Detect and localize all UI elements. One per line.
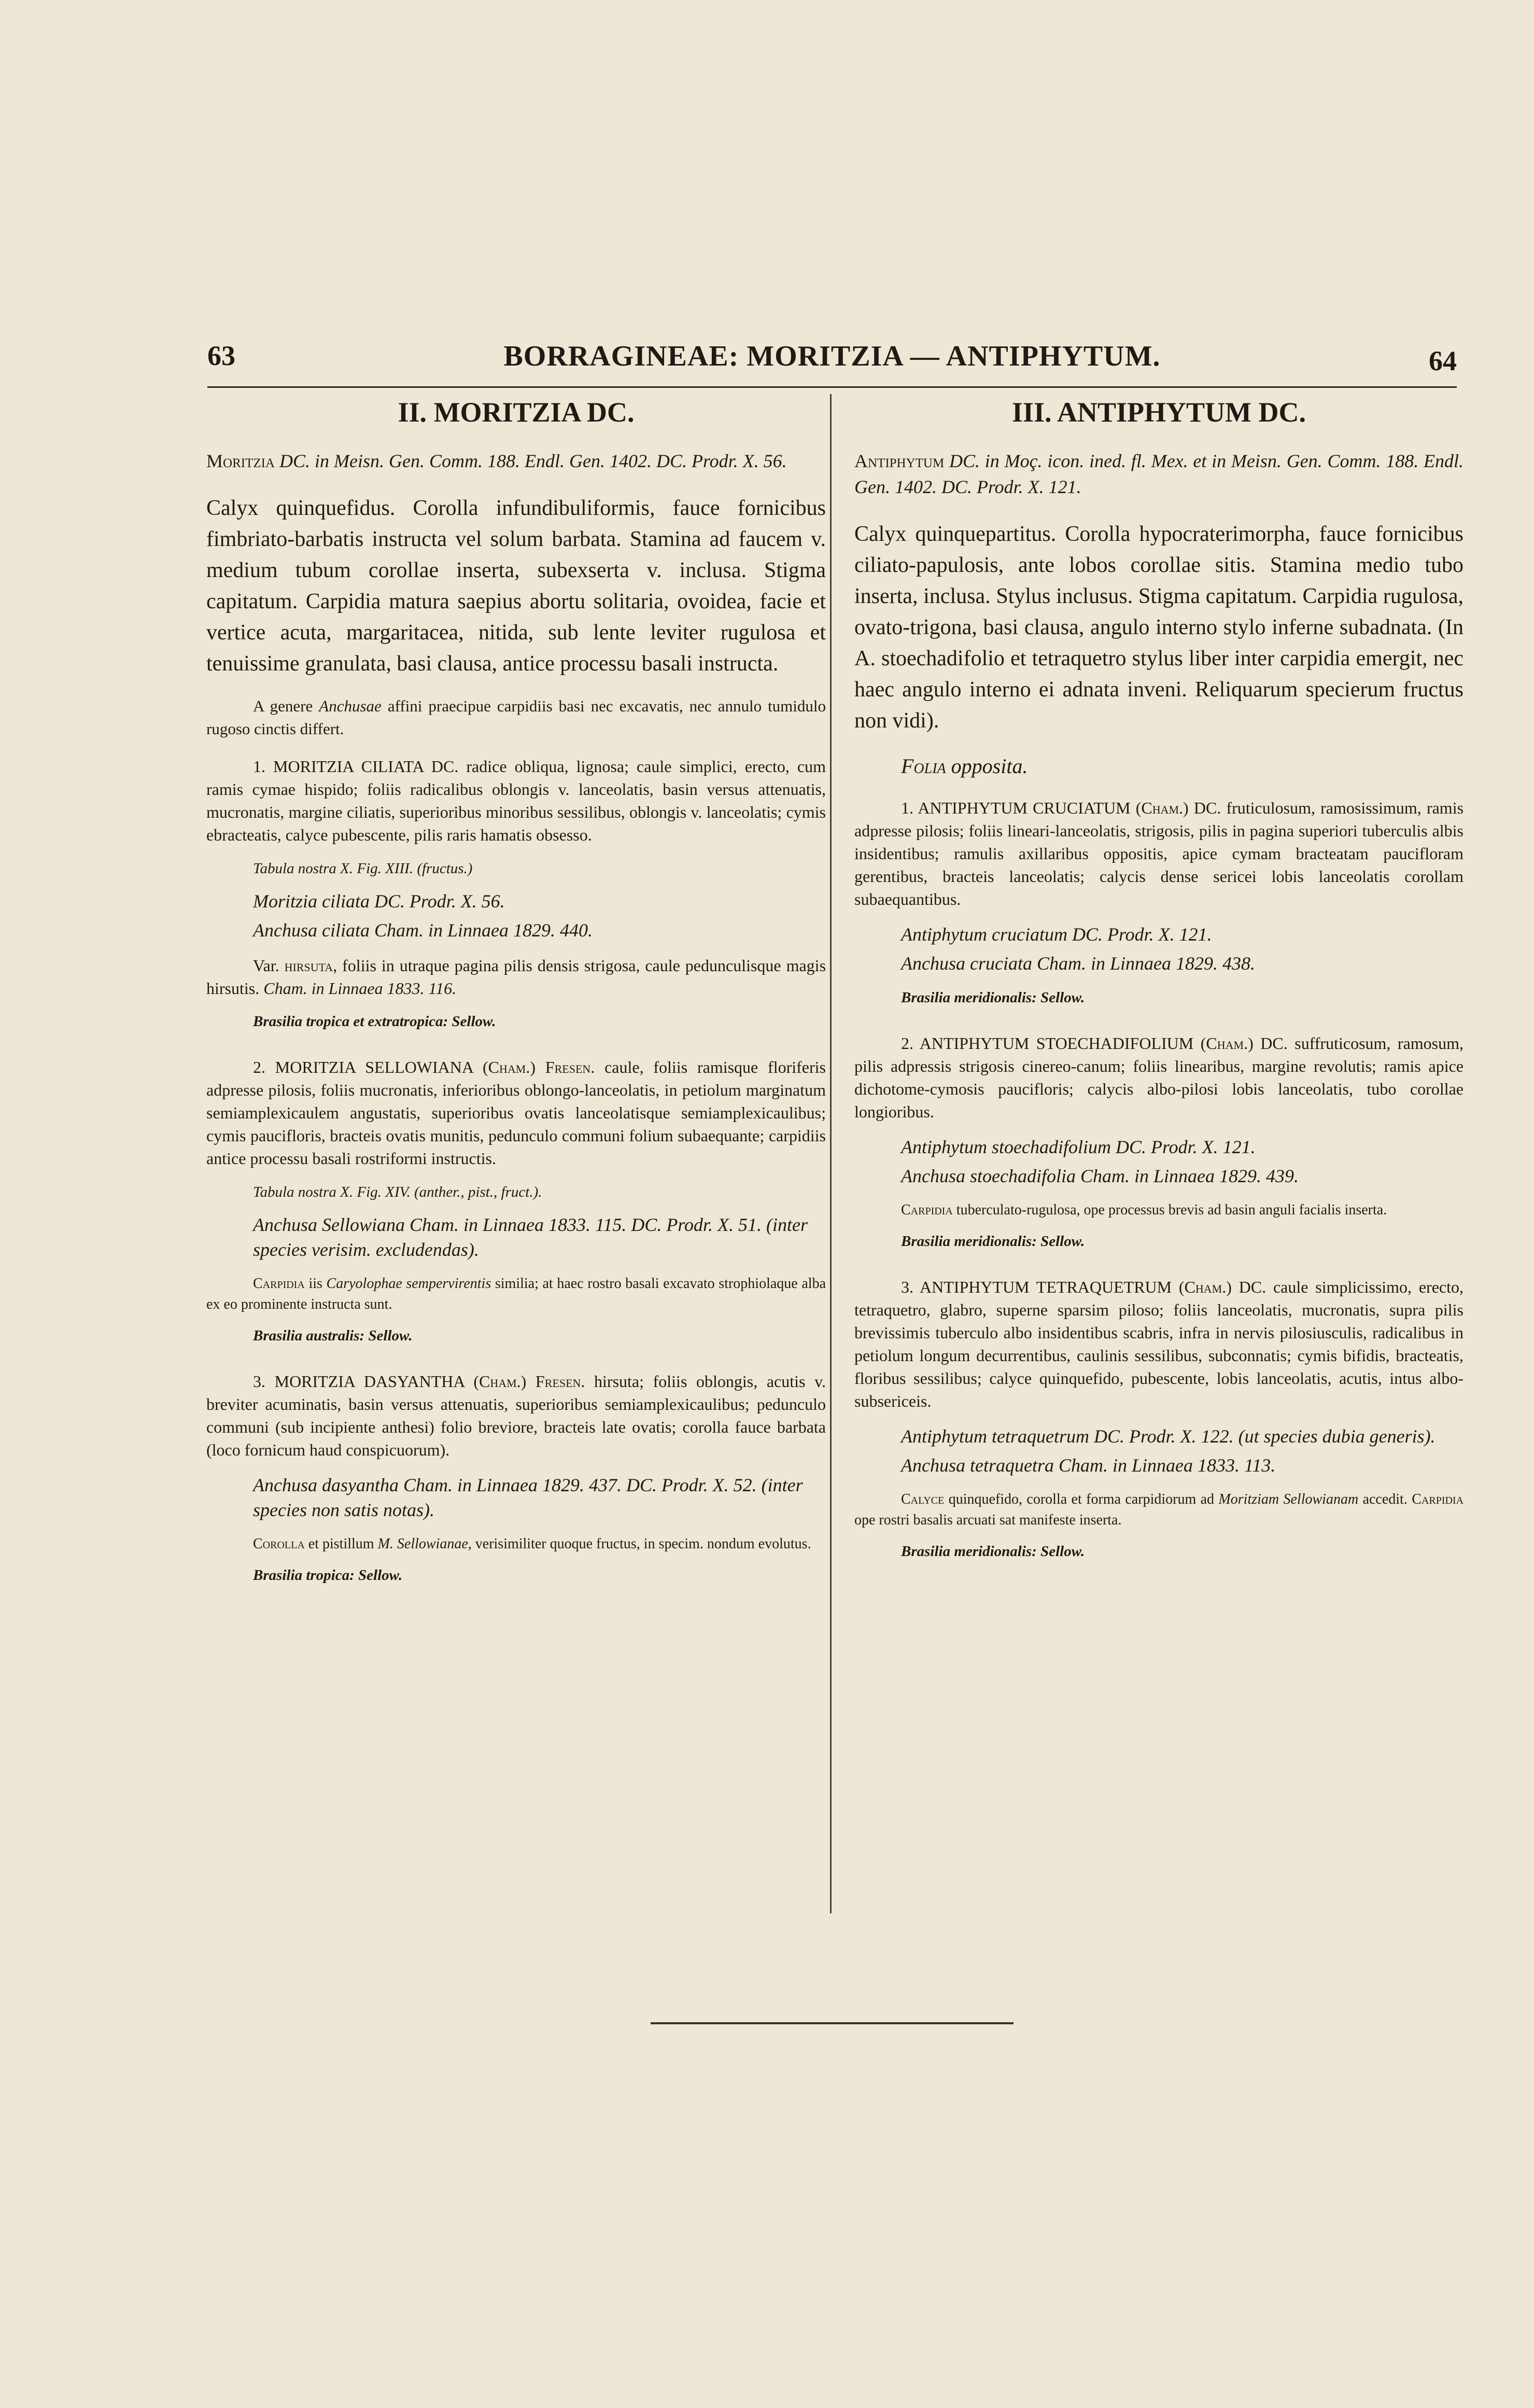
species-entry xyxy=(854,796,1463,911)
column-divider xyxy=(830,394,832,1913)
species-diagnosis: fruticulosum, ramosissimum, ramis adpresse pilosis; foliis lineari-lanceolatis, strigosis, pilis in pagina superiori tuberculis albis insidentibus; ramulis axillaribus oppositis, apice cymam bracteatam paucifloram gerentibus, bracteis lanceolatis; calycis dense sericei lobis lanceolatis corollam subaequantibus. xyxy=(854,799,1464,908)
synonym-list xyxy=(206,1212,826,1262)
species-name: 2. MORITZIA SELLOWIANA xyxy=(253,1058,473,1076)
locality: Brasilia meridionalis: Sellow. xyxy=(901,989,1085,1006)
synonym-list xyxy=(206,889,826,943)
species-authority: (Cham.) DC. xyxy=(1135,799,1221,817)
synonym: Antiphytum tetraquetrum DC. Prodr. X. 122. (ut species dubia generis). xyxy=(901,1426,1436,1447)
locality: Brasilia australis: Sellow. xyxy=(253,1327,413,1344)
species-note: Calyce quinquefido, corolla et forma carpidiorum ad Moritziam Sellowianam accedit. Carpidia ope rostri basalis arcuati sat manifeste inserta. xyxy=(854,1491,1464,1528)
page-number-right: 64 xyxy=(1429,345,1457,376)
synonym: Anchusa dasyantha Cham. in Linnaea 1829. 437. DC. Prodr. X. 52. (inter species non satis notas). xyxy=(253,1475,803,1520)
species-name: 1. ANTIPHYTUM CRUCIATUM xyxy=(901,799,1131,817)
species-note: Carpidia iis Caryolophae sempervirentis similia; at haec rostro basali excavato strophiolaque alba ex eo prominente instructa sunt. xyxy=(206,1276,826,1312)
page-number-left: 63 xyxy=(207,340,235,371)
species-diagnosis: caule simplicissimo, erecto, tetraquetro, glabro, superne sparsim piloso; foliis lanceolatis, mucronatis, supra pilis brevissimis tuberculo albo insidentibus scabris, infra in nervis pilosiusculis, radicalibus in petiolum longum decurrentibus, caulinis sessilibus, subconnatis; cymis bifidis, bracteatis, floribus sessilibus; calyce quinquefido, pubescente, lobis lanceolatis, acutis, intus albo-subsericeis. xyxy=(854,1278,1463,1410)
footer-rule xyxy=(651,2022,1014,2024)
species-entry xyxy=(854,1276,1463,1412)
genus-title-moritzia: II. MORITZIA DC. xyxy=(398,397,635,428)
synonym: Moritzia ciliata DC. Prodr. X. 56. xyxy=(253,891,505,912)
synonym: Anchusa tetraquetra Cham. in Linnaea 1833. 113. xyxy=(901,1455,1276,1476)
right-column xyxy=(854,394,1463,1586)
species-diagnosis: caule, foliis ramisque floriferis adpresse pilosis, foliis mucronatis, inferioribus oblongo-lanceolatis, in petiolum marginatum semiamplexicaulem angustatis, superioribus ovatis lanceolatisque semiamplexicaulibus; cymis paucifloris, bracteis ovatis munitis, pedunculo communi folium subaequante; carpidiis antice processu basali rostriformi instructis. xyxy=(206,1058,826,1168)
species-authority: (Cham.) DC. xyxy=(1200,1034,1288,1053)
synonym-list xyxy=(854,922,1463,976)
species-name: 3. MORITZIA DASYANTHA xyxy=(253,1372,465,1391)
species-name: 3. ANTIPHYTUM TETRAQUETRUM xyxy=(901,1278,1172,1296)
locality: Brasilia meridionalis: Sellow. xyxy=(901,1233,1085,1250)
locality: Brasilia tropica et extratropica: Sellow. xyxy=(253,1013,496,1030)
species-entry xyxy=(206,755,826,846)
species-authority: (Cham.) DC. xyxy=(1178,1278,1266,1296)
variety-entry: Var. hirsuta, foliis in utraque pagina pilis densis strigosa, caule pedunculisque magis hirsutis. Cham. in Linnaea 1833. 116. xyxy=(206,956,826,998)
left-column xyxy=(206,394,826,1609)
synonymy-refs: DC. in Meisn. Gen. Comm. 188. Endl. Gen. 1402. DC. Prodr. X. 56. xyxy=(279,451,787,471)
genus-description: Calyx quinquepartitus. Corolla hypocraterimorpha, fauce fornicibus ciliato-papulosis, ante lobos corollae sitis. Stamina medio tubo inserta, inclusa. Stylus inclusus. Stigma capitatum. Carpidia rugulosa, ovato-trigona, basi clausa, angulo interno stylo inferne subadnata. (In A. stoechadifolio et tetraquetro stylus liber inter carpidia emergit, nec haec angulo interno ei adnata inveni. Reliquarum specierum fructus non vidi). xyxy=(854,522,1463,733)
species-name: 2. ANTIPHYTUM STOECHADIFOLIUM xyxy=(901,1034,1194,1053)
genus-title-antiphytum: III. ANTIPHYTUM DC. xyxy=(1011,397,1306,428)
plate-reference: Tabula nostra X. Fig. XIV. (anther., pist., fruct.). xyxy=(253,1184,542,1200)
section-heading: Folia opposita. xyxy=(901,754,1028,778)
species-diagnosis: suffruticosum, ramosum, pilis adpressis strigosis cinereo-canum; foliis linearibus, margine revolutis; ramis apice dichotome-cymosis paucifloris; calycis albo-pilosi lobis lanceolatis, tubo corollae longioribus. xyxy=(854,1034,1464,1121)
species-diagnosis: radice obliqua, lignosa; caule simplici, erecto, cum ramis cymae hispido; foliis radicalibus oblongis v. lanceolatis, basin versus attenuatis, mucronatis, margine ciliatis, superioribus minoribus sessilibus, oblongis v. lanceolatis; cymis ebracteatis, calyce pubescente, pilis raris hamatis obsesso. xyxy=(206,757,826,844)
species-authority: (Cham.) Fresen. xyxy=(473,1372,585,1391)
synonym-list xyxy=(854,1424,1463,1478)
locality: Brasilia meridionalis: Sellow. xyxy=(901,1543,1085,1560)
species-name: 1. MORITZIA CILIATA DC. xyxy=(253,757,459,776)
synonym: Anchusa ciliata Cham. in Linnaea 1829. 440. xyxy=(253,920,593,941)
synonym: Anchusa cruciata Cham. in Linnaea 1829. 438. xyxy=(901,953,1255,974)
running-head xyxy=(207,340,1457,388)
genus-synonymy xyxy=(854,448,1463,500)
synonymy-genus: Moritzia xyxy=(206,451,275,471)
synonym: Antiphytum cruciatum DC. Prodr. X. 121. xyxy=(901,924,1212,945)
genus-note: A genere Anchusae affini praecipue carpidiis basi nec excavatis, nec annulo tumidulo rugoso cinctis differt. xyxy=(206,697,826,738)
species-entry xyxy=(206,1370,826,1461)
species-entry xyxy=(854,1032,1463,1123)
species-note: Carpidia tuberculato-rugulosa, ope processus brevis ad basin anguli facialis inserta. xyxy=(901,1202,1387,1218)
synonymy-refs: DC. in Moç. icon. ined. fl. Mex. et in Meisn. Gen. Comm. 188. Endl. Gen. 1402. DC. Prodr. X. 121. xyxy=(854,451,1464,497)
locality: Brasilia tropica: Sellow. xyxy=(253,1567,403,1584)
synonym-list xyxy=(206,1473,826,1522)
synonym: Antiphytum stoechadifolium DC. Prodr. X. 121. xyxy=(901,1137,1256,1157)
running-title: BORRAGINEAE: MORITZIA — ANTIPHYTUM. xyxy=(503,340,1161,372)
synonymy-genus: Antiphytum xyxy=(854,451,945,471)
species-diagnosis: hirsuta; foliis oblongis, acutis v. breviter acuminatis, basin versus attenuatis, superioribus semiamplexicaulibus; pedunculo communi (sub incipiente anthesi) folio breviore, bracteis late ovatis; corolla fauce barbata (loco fornicum haud conspicuorum). xyxy=(206,1372,826,1459)
synonym: Anchusa Sellowiana Cham. in Linnaea 1833. 115. DC. Prodr. X. 51. (inter species verisim. excludendas). xyxy=(253,1214,808,1260)
plate-reference: Tabula nostra X. Fig. XIII. (fructus.) xyxy=(253,860,473,877)
synonym: Anchusa stoechadifolia Cham. in Linnaea 1829. 439. xyxy=(901,1166,1299,1186)
genus-description: Calyx quinquefidus. Corolla infundibuliformis, fauce fornicibus fimbriato-barbatis instructa vel solum barbata. Stamina ad faucem v. medium tubum corollae inserta, subexserta v. inclusa. Stigma capitatum. Carpidia matura saepius abortu solitaria, ovoidea, facie et vertice acuta, margaritacea, nitida, sub lente leviter rugulosa et tenuissime granulata, basi clausa, antice processu basali instructa. xyxy=(206,496,826,676)
species-authority: (Cham.) Fresen. xyxy=(483,1058,595,1076)
genus-synonymy xyxy=(206,448,826,474)
species-entry xyxy=(206,1056,826,1170)
synonym-list xyxy=(854,1135,1463,1188)
species-note: Corolla et pistillum M. Sellowianae, verisimiliter quoque fructus, in specim. nondum evolutus. xyxy=(253,1536,811,1552)
